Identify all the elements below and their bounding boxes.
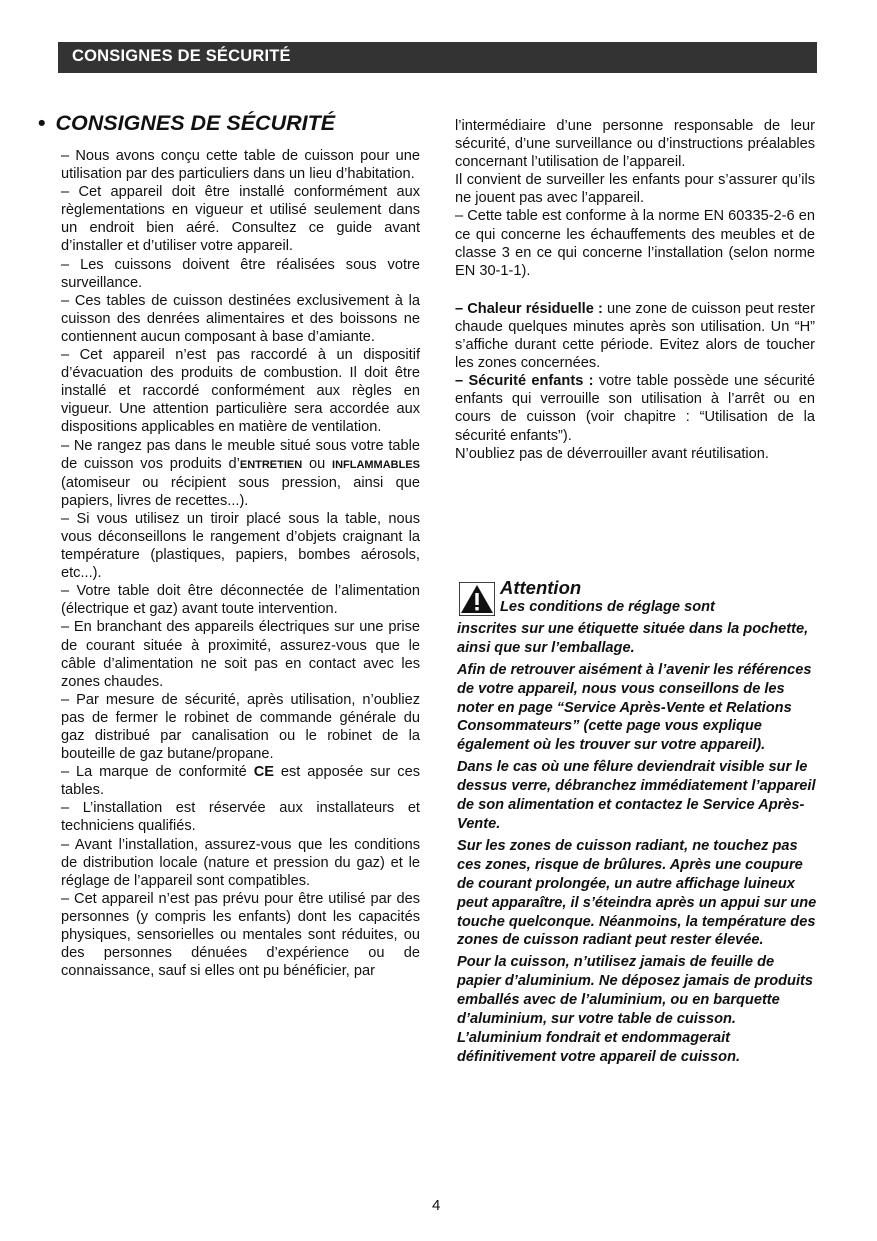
attention-first-line: Les conditions de réglage sont — [500, 599, 715, 615]
page-number: 4 — [432, 1197, 441, 1214]
page-title-text: CONSIGNES DE SÉCURITÉ — [55, 111, 336, 135]
left-paragraph-7: – Si vous utilisez un tiroir placé sous la table, nous vous déconseillons le rangement d’objets craignant la température (plastiques, papiers, bombes aérosols, etc...). — [61, 510, 420, 582]
left-column — [61, 147, 420, 980]
p6-part-c: (atomiseur ou récipient sous pression, ainsi que papiers, livres de recettes...). — [61, 474, 420, 509]
attention-paragraph-4: Sur les zones de cuisson radiant, ne touchez pas ces zones, risque de brûlures. Après une coupure de courant prolongée, un autre affichage luineux peut apparaître, il s’éteindra après un appui sur une touche quelconque. Néanmoins, la température des zones de cuisson radiant peut rester élevée. — [457, 837, 817, 949]
attention-paragraph-5: Pour la cuisson, n’utilisez jamais de feuille de papier d’aluminium. Ne déposez jamais de produits emballés avec de l’aluminium, ou en barquette d’aluminium, sur votre table de cuisson. — [457, 954, 814, 1028]
attention-paragraph-3: Dans le cas où une fêlure deviendrait visible sur le dessus verre, débranchez immédiatement l’appareil de son alimentation et contactez le Service Après-Vente. — [457, 759, 816, 832]
inflammables-word: INFLAMMABLES — [332, 458, 421, 471]
title-bullet: • — [38, 111, 46, 135]
attention-paragraph-6: L’aluminium fondrait et endommagerait définitivement votre appareil de cuisson. — [457, 1029, 741, 1065]
p6-part-b: ou — [302, 455, 333, 472]
right-paragraph-6: N’oubliez pas de déverrouiller avant réutilisation. — [455, 445, 769, 462]
attention-heading — [457, 578, 821, 598]
page-title — [38, 111, 335, 136]
left-paragraph-2: – Cet appareil doit être installé conformément aux règlementations en vigueur et utilisé seulement dans un endroit bien aéré. Consultez ce guide avant d’installer et d’utiliser votre appareil. — [61, 184, 420, 255]
residual-heat-label: – Chaleur résiduelle : — [455, 300, 603, 317]
left-paragraph-11 — [61, 763, 420, 799]
right-paragraph-2: Il convient de surveiller les enfants pour s’assurer qu’ils ne jouent pas avec l’appareil. — [455, 172, 815, 207]
left-paragraph-5: – Cet appareil n’est pas raccordé à un dispositif d’évacuation des produits de combustion. Il doit être installé et raccordé conformément aux règles en vigueur. Une attention particulière sera accordée aux dispositions applicables en matière de ventilation. — [61, 347, 420, 436]
right-paragraph-5 — [455, 372, 815, 444]
right-paragraph-3: – Cette table est conforme à la norme EN 60335-2-6 en ce qui concerne les échauffements des meubles et de classe 3 en ce qui concerne l’installation (selon norme EN 30-1-1). — [455, 208, 815, 279]
right-column — [455, 117, 815, 463]
left-paragraph-13: – Avant l’installation, assurez-vous que les conditions de distribution locale (nature et pression du gaz) et le réglage de l’appareil sont compatibles. — [61, 836, 420, 889]
section-header-title: CONSIGNES DE SÉCURITÉ — [72, 47, 291, 65]
left-paragraph-12: – L’installation est réservée aux installateurs et techniciens qualifiés. — [61, 800, 420, 835]
p6-part-a: – Ne rangez pas dans le meuble situé sous votre table de cuisson vos produits d’ — [61, 437, 420, 472]
left-paragraph-10: – Par mesure de sécurité, après utilisation, n’oubliez pas de fermer le robinet de commande générale du gaz distribué par canalisation ou le robinet de la bouteille de gaz butane/propane. — [61, 691, 420, 763]
right-paragraph-4 — [455, 300, 815, 372]
residual-heat-text: une zone de cuisson peut rester chaude quelques minutes après son utilisation. Un “H” s’affiche durant cette période. Evitez alors de toucher les zones concernées. — [455, 300, 815, 372]
p11-part-b: est apposée sur ces tables. — [61, 764, 421, 799]
left-paragraph-6 — [61, 437, 420, 510]
left-paragraph-9: – En branchant des appareils électriques sur une prise de courant située à proximité, assurez-vous que le câble d’alimentation ne soit pas en contact avec les zones chaudes. — [61, 619, 420, 690]
attention-title: Attention — [500, 577, 582, 598]
p11-part-a: – La marque de conformité — [61, 764, 254, 781]
right-paragraph-1: l’intermédiaire d’une personne responsable de leur sécurité, d’une surveillance ou d’instructions préalables concernant l’utilisation de l’appareil. — [455, 118, 815, 171]
left-paragraph-1: – Nous avons conçu cette table de cuisson pour une utilisation par des particuliers dans un lieu d’habitation. — [61, 148, 420, 183]
child-safety-text: votre table possède une sécurité enfants qui verrouille son utilisation à l’arrêt ou en cours de cuisson (voir chapitre : “Utilisation de la sécurité enfants”). — [455, 373, 815, 444]
attention-paragraph-1: inscrites sur une étiquette située dans la pochette, ainsi que sur l’emballage. — [457, 620, 809, 656]
entretien-word: ENTRETIEN — [239, 458, 303, 471]
left-paragraph-8: – Votre table doit être déconnectée de l’alimentation (électrique et gaz) avant toute intervention. — [61, 583, 420, 618]
left-paragraph-3: – Les cuissons doivent être réalisées sous votre surveillance. — [61, 256, 420, 291]
section-header-bar — [58, 42, 817, 73]
paragraph-gap — [455, 280, 815, 300]
ce-mark: CE — [253, 764, 274, 781]
child-safety-label: – Sécurité enfants : — [455, 373, 594, 390]
attention-box — [457, 578, 821, 1070]
left-paragraph-14: – Cet appareil n’est pas prévu pour être utilisé par des personnes (y compris les enfants) dont les capacités physiques, sensorielles ou mentales sont réduites, ou des personnes dénuées d’expérience ou de connaissance, sauf si elles ont pu bénéficier, par — [61, 890, 420, 980]
left-paragraph-4: – Ces tables de cuisson destinées exclusivement à la cuisson des denrées alimentaires et des boissons ne contiennent aucun composant à base d’amiante. — [61, 292, 420, 345]
attention-paragraph-2: Afin de retrouver aisément à l’avenir les références de votre appareil, nous vous conseillons de les noter en page “Service Après-Vente et Relations Consommateurs” (cette page vous explique également où les trouver sur votre appareil). — [457, 661, 812, 754]
